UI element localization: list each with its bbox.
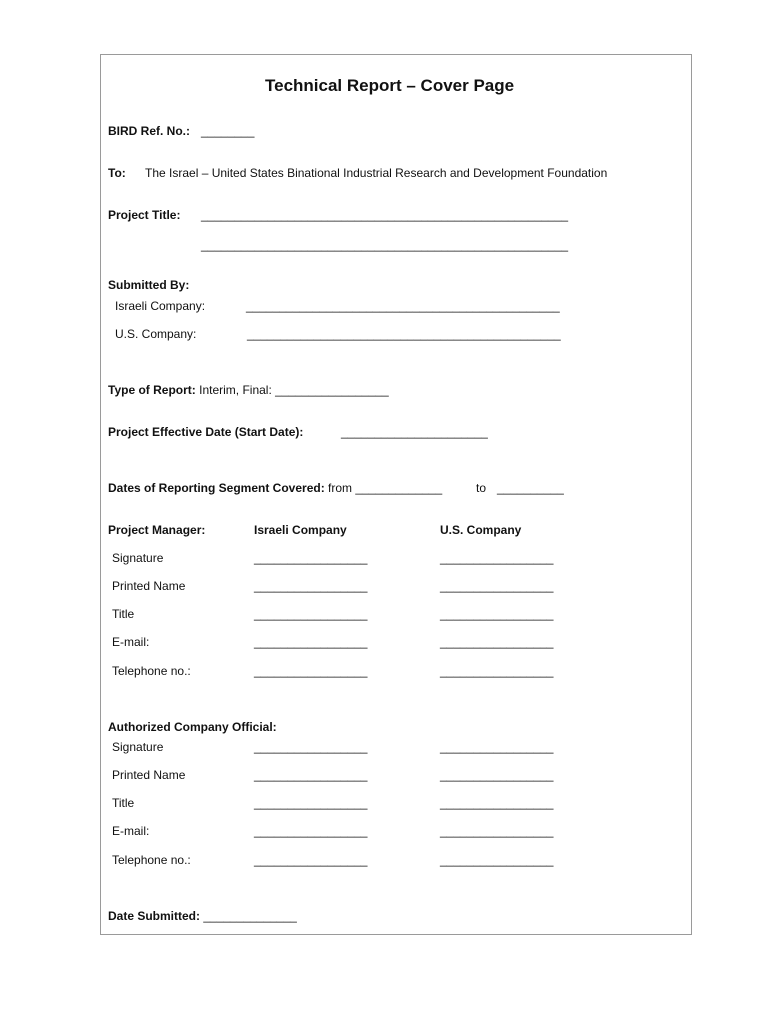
page-title: Technical Report – Cover Page (265, 76, 515, 95)
effective-date-blank: ______________________ (341, 425, 488, 439)
pm-row-us-blank: _________________ (440, 635, 554, 649)
pm-row-label: Signature (112, 551, 164, 565)
us-company-label: U.S. Company: (115, 327, 197, 341)
official-row-israeli-blank: _________________ (254, 796, 368, 810)
pm-row-israeli-blank: _________________ (254, 635, 368, 649)
israeli-company-blank: _______________________________________________ (246, 299, 560, 313)
pm-row-us-blank: _________________ (440, 551, 554, 565)
official-row-label: Printed Name (112, 768, 186, 782)
report-type-options: Interim, Final: (199, 383, 272, 397)
project-title-line-1: _______________________________________________________ (201, 208, 569, 222)
pm-row-israeli-blank: _________________ (254, 664, 368, 678)
pm-row-us-blank: _________________ (440, 607, 554, 621)
segment-to-blank: __________ (497, 481, 564, 495)
pm-row-us-blank: _________________ (440, 579, 554, 593)
pm-row-israeli-blank: _________________ (254, 579, 368, 593)
col-us-company: U.S. Company (440, 523, 522, 537)
official-row-us-blank: _________________ (440, 853, 554, 867)
date-submitted-label: Date Submitted: (108, 909, 201, 923)
pm-row-israeli-blank: _________________ (254, 607, 368, 621)
official-row-us-blank: _________________ (440, 796, 554, 810)
to-value: The Israel – United States Binational Industrial Research and Development Foundation (145, 166, 608, 180)
official-row-israeli-blank: _________________ (254, 853, 368, 867)
col-israeli-company: Israeli Company (254, 523, 347, 537)
official-row-us-blank: _________________ (440, 824, 554, 838)
official-row-us-blank: _________________ (440, 768, 554, 782)
date-submitted-blank: ______________ (203, 909, 297, 923)
project-title-line-2: _______________________________________________________ (201, 238, 569, 252)
official-row-label: E-mail: (112, 824, 150, 838)
report-type-blank: _________________ (275, 383, 389, 397)
pm-row-label: Printed Name (112, 579, 186, 593)
bird-ref-blank: ________ (201, 124, 255, 138)
segment-label: Dates of Reporting Segment Covered: (108, 481, 325, 495)
segment-from-label: from (328, 481, 353, 495)
official-row-label: Signature (112, 740, 164, 754)
official-row-label: Title (112, 796, 135, 810)
pm-row-label: E-mail: (112, 635, 150, 649)
bird-ref-label: BIRD Ref. No.: (108, 124, 190, 138)
pm-row-us-blank: _________________ (440, 664, 554, 678)
pm-row-israeli-blank: _________________ (254, 551, 368, 565)
submitted-by-label: Submitted By: (108, 278, 190, 292)
project-title-label: Project Title: (108, 208, 181, 222)
official-row-israeli-blank: _________________ (254, 740, 368, 754)
pm-row-label: Telephone no.: (112, 664, 191, 678)
date-submitted-row (108, 909, 297, 923)
official-row-israeli-blank: _________________ (254, 768, 368, 782)
official-row-israeli-blank: _________________ (254, 824, 368, 838)
israeli-company-label: Israeli Company: (115, 299, 206, 313)
official-row-us-blank: _________________ (440, 740, 554, 754)
to-label: To: (108, 166, 126, 180)
effective-date-label: Project Effective Date (Start Date): (108, 425, 304, 439)
report-type-label: Type of Report: (108, 383, 196, 397)
segment-from-blank: _____________ (355, 481, 443, 495)
us-company-blank: _______________________________________________ (247, 327, 561, 341)
pm-row-label: Title (112, 607, 135, 621)
official-label: Authorized Company Official: (108, 720, 277, 734)
official-row-label: Telephone no.: (112, 853, 191, 867)
report-type-row (108, 383, 389, 397)
cover-page-form (100, 54, 692, 935)
segment-to-label: to (476, 481, 487, 495)
segment-row (108, 481, 442, 495)
project-manager-label: Project Manager: (108, 523, 206, 537)
